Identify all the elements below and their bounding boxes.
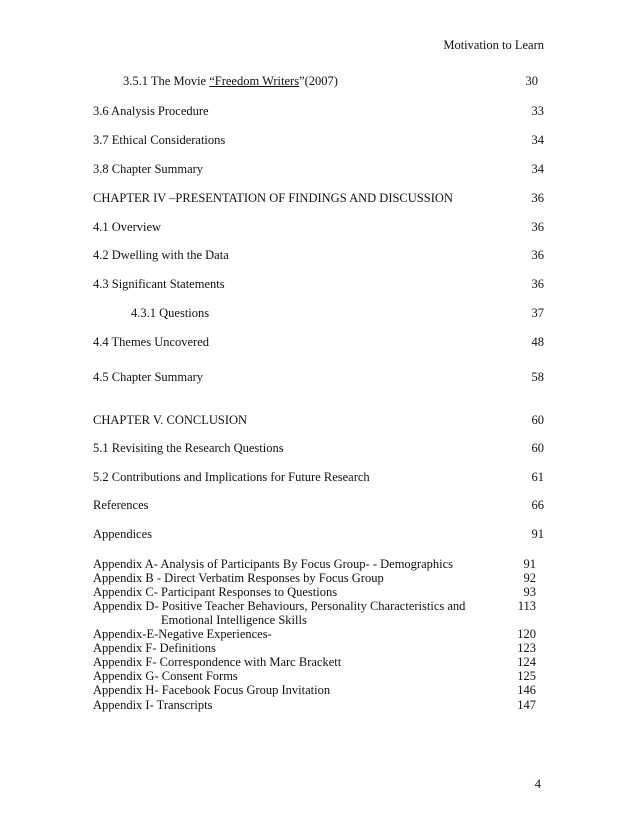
appendix-entry-label: Appendix F- Definitions <box>93 641 216 655</box>
toc-entry <box>93 104 544 119</box>
toc-entry-page: 91 <box>531 527 544 541</box>
appendix-entry <box>93 627 536 642</box>
toc-entry-label: 4.3 Significant Statements <box>93 277 225 291</box>
toc-entry-chapter-5 <box>93 413 544 428</box>
toc-entry-label: 4.1 Overview <box>93 220 162 234</box>
toc-entry-label: 5.2 Contributions and Implications for Future Research <box>93 470 370 484</box>
appendix-entry-page: 125 <box>517 669 536 683</box>
appendix-entry-label: Appendix D- Positive Teacher Behaviours, Personality Characteristics and <box>93 599 466 613</box>
toc-entry-label: 4.5 Chapter Summary <box>93 370 204 384</box>
toc-entry-label: 4.3.1 Questions <box>131 306 210 320</box>
toc-entry-label: 4.2 Dwelling with the Data <box>93 248 229 262</box>
appendix-entry-page: 92 <box>523 571 536 585</box>
appendix-entry-continuation: Emotional Intelligence Skills <box>161 613 307 627</box>
toc-entry <box>93 277 544 292</box>
appendix-entry <box>93 669 536 684</box>
toc-entry-label: 5.1 Revisiting the Research Questions <box>93 441 284 455</box>
toc-entry-page: 66 <box>531 498 544 512</box>
toc-title-link[interactable]: “Freedom Writers <box>209 74 300 88</box>
toc-entry-references <box>93 498 544 513</box>
toc-entry-label: CHAPTER IV –PRESENTATION OF FINDINGS AND DISCUSSION <box>93 191 453 205</box>
toc-entry-label: 4.4 Themes Uncovered <box>93 335 210 349</box>
toc-entry <box>93 335 544 350</box>
toc-entry-page: 60 <box>531 441 544 455</box>
toc-entry-page: 36 <box>531 191 544 205</box>
toc-entry-label: References <box>93 498 149 512</box>
appendix-entry <box>93 683 536 698</box>
toc-entry-page: 30 <box>525 74 538 88</box>
toc-entry <box>93 220 544 235</box>
toc-entry-page: 34 <box>531 133 544 147</box>
toc-entry-label: 3.8 Chapter Summary <box>93 162 204 176</box>
appendix-entry-label: Appendix B - Direct Verbatim Responses by Focus Group <box>93 571 384 585</box>
toc-entry <box>93 370 544 385</box>
toc-entry <box>93 133 544 148</box>
appendix-entry-label: Appendix I- Transcripts <box>93 698 213 712</box>
appendix-entry-label: Appendix-E-Negative Experiences- <box>93 627 272 641</box>
toc-entry-label: 3.5.1 The Movie “Freedom Writers”(2007) <box>123 74 338 88</box>
toc-entry-label: Appendices <box>93 527 153 541</box>
toc-entry-page: 33 <box>531 104 544 118</box>
toc-entry <box>93 441 544 456</box>
toc-entry-page: 61 <box>531 470 544 484</box>
appendix-entry <box>93 698 536 713</box>
toc-entry-chapter-4 <box>93 191 544 206</box>
appendix-entry-label: Appendix F- Correspondence with Marc Brackett <box>93 655 342 669</box>
toc-entry-page: 37 <box>531 306 544 320</box>
appendix-entry <box>93 557 536 572</box>
toc-entry-page: 36 <box>531 277 544 291</box>
appendix-entry <box>93 571 536 586</box>
toc-entry <box>93 470 544 485</box>
toc-entry-appendices <box>93 527 544 542</box>
toc-entry-page: 34 <box>531 162 544 176</box>
running-header: Motivation to Learn <box>443 38 544 52</box>
appendix-entry-page: 147 <box>517 698 536 712</box>
toc-entry <box>93 248 544 263</box>
appendix-entry-page: 120 <box>517 627 536 641</box>
toc-entry-page: 58 <box>531 370 544 384</box>
appendix-entry <box>93 599 536 614</box>
toc-entry-page: 60 <box>531 413 544 427</box>
toc-entry <box>93 162 544 177</box>
toc-entry-page: 48 <box>531 335 544 349</box>
appendix-entry-page: 146 <box>517 683 536 697</box>
appendix-entry-page: 91 <box>523 557 536 571</box>
page-number: 4 <box>534 777 541 791</box>
appendix-entry <box>93 641 536 656</box>
toc-entry-page: 36 <box>531 248 544 262</box>
appendix-entry-label: Appendix C- Participant Responses to Questions <box>93 585 338 599</box>
appendix-entry-label: Appendix H- Facebook Focus Group Invitation <box>93 683 331 697</box>
toc-entry-page: 36 <box>531 220 544 234</box>
appendix-entry-page: 123 <box>517 641 536 655</box>
toc-entry-label: 3.6 Analysis Procedure <box>93 104 209 118</box>
appendix-entry <box>93 585 536 600</box>
toc-entry-label: 3.7 Ethical Considerations <box>93 133 226 147</box>
appendix-entry-label: Appendix A- Analysis of Participants By Focus Group- - Demographics <box>93 557 454 571</box>
toc-entry <box>131 306 544 321</box>
appendix-entry <box>93 655 536 670</box>
appendix-entry-page: 113 <box>517 599 536 613</box>
appendix-entry-page: 124 <box>517 655 536 669</box>
appendix-entry-page: 93 <box>523 585 536 599</box>
toc-entry-3-5-1 <box>123 74 544 89</box>
appendix-entry-label: Appendix G- Consent Forms <box>93 669 238 683</box>
toc-entry-label: CHAPTER V. CONCLUSION <box>93 413 248 427</box>
